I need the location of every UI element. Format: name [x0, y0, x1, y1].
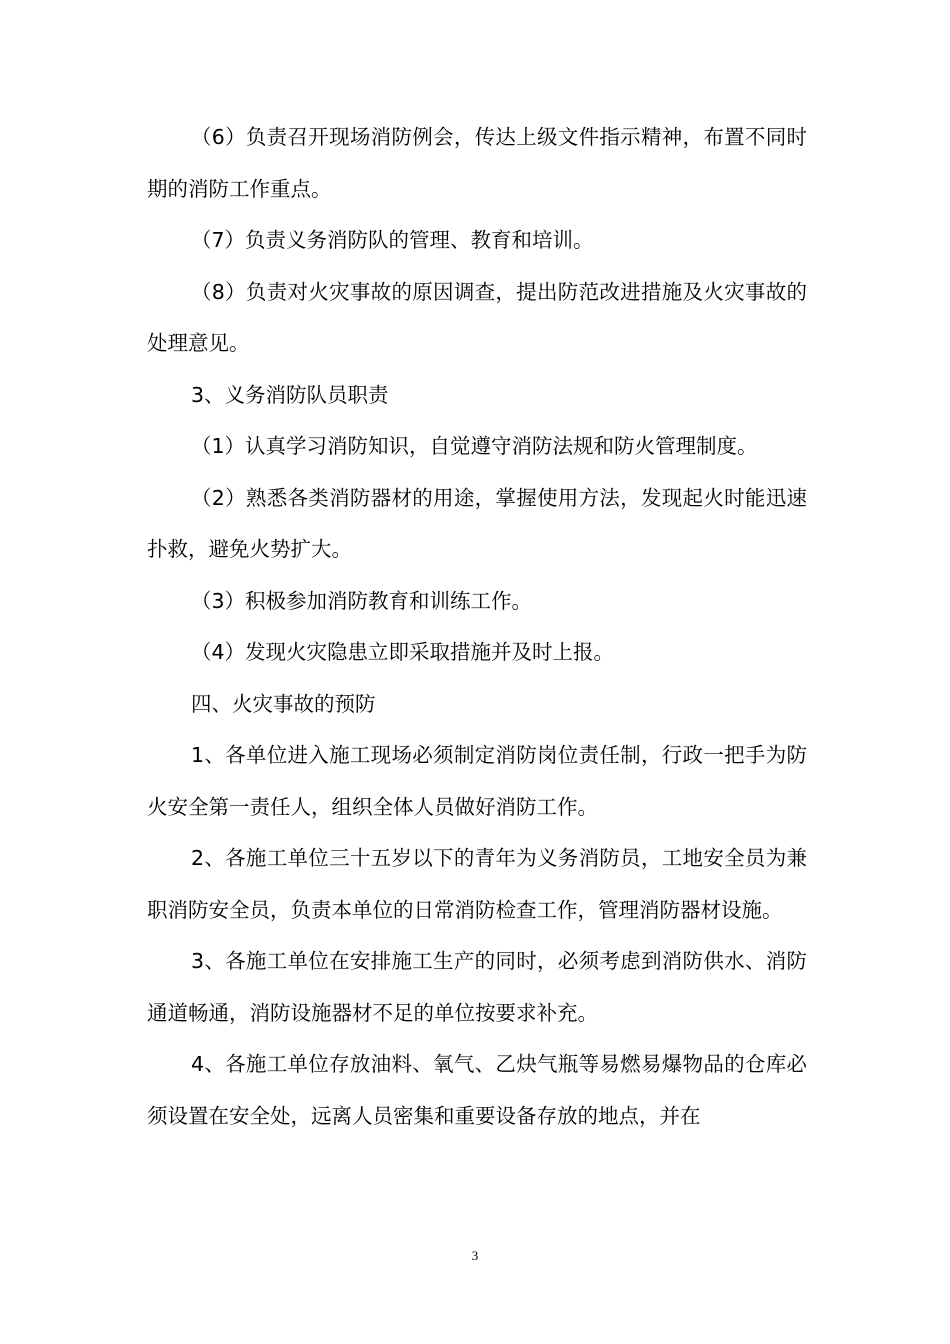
- paragraph-volunteer-duty-4: （4）发现火灾隐患立即采取措施并及时上报。: [191, 640, 615, 664]
- paragraph-volunteer-duty-1: （1）认真学习消防知识，自觉遵守消防法规和防火管理制度。: [191, 434, 758, 458]
- paragraph-item-6-duty: （6）负责召开现场消防例会，传达上级文件指示精神，布置不同时期的消防工作重点。: [147, 125, 807, 201]
- paragraph-prevention-1: 1、各单位进入施工现场必须制定消防岗位责任制，行政一把手为防火安全第一责任人，组织全体人员做好消防工作。: [147, 743, 807, 819]
- section-heading-volunteer-duties: 3、义务消防队员职责: [191, 382, 389, 407]
- paragraph-volunteer-duty-3: （3）积极参加消防教育和训练工作。: [191, 588, 533, 613]
- paragraph-item-7-duty: （7）负责义务消防队的管理、教育和培训。: [191, 228, 594, 252]
- paragraph-item-8-duty: （8）负责对火灾事故的原因调查，提出防范改进措施及火灾事故的处理意见。: [147, 279, 807, 355]
- paragraph-prevention-4: 4、各施工单位存放油料、氧气、乙炔气瓶等易燃易爆物品的仓库必须设置在安全处，远离人员密集和重要设备存放的地点，并在: [147, 1052, 807, 1128]
- page-number: 3: [471, 1248, 479, 1263]
- paragraph-prevention-2: 2、各施工单位三十五岁以下的青年为义务消防员，工地安全员为兼职消防安全员，负责本单位的日常消防检查工作，管理消防器材设施。: [147, 846, 807, 922]
- body-text: [147, 112, 807, 1142]
- paragraph-prevention-3: 3、各施工单位在安排施工生产的同时，必须考虑到消防供水、消防通道畅通，消防设施器材不足的单位按要求补充。: [147, 949, 807, 1025]
- section-heading-fire-prevention: 四、火灾事故的预防: [191, 691, 376, 716]
- paragraph-volunteer-duty-2: （2）熟悉各类消防器材的用途，掌握使用方法，发现起火时能迅速扑救，避免火势扩大。: [147, 485, 807, 561]
